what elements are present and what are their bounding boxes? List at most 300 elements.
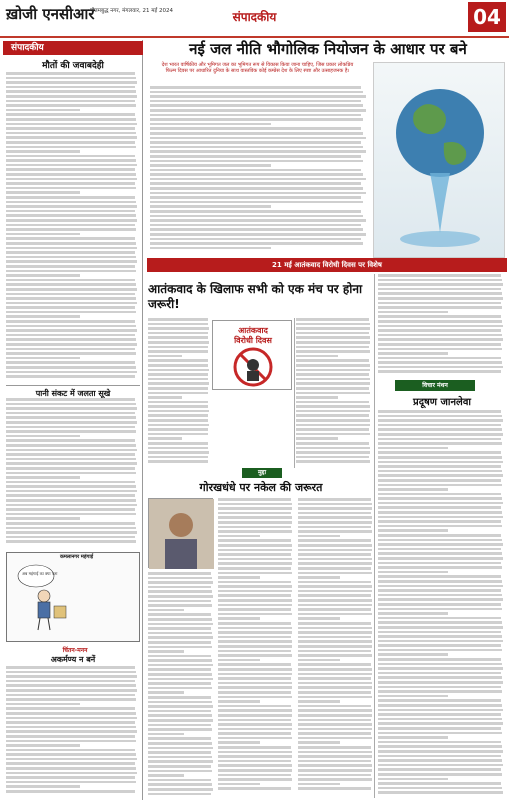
text-line — [148, 355, 182, 358]
text-line — [378, 699, 501, 702]
text-line — [218, 622, 291, 625]
text-line — [148, 332, 208, 335]
text-line — [6, 113, 135, 116]
text-line — [218, 567, 291, 570]
text-line — [298, 746, 371, 749]
text-line — [6, 173, 136, 176]
text-line — [218, 714, 292, 717]
text-line — [6, 462, 137, 465]
text-line — [148, 719, 213, 722]
text-line — [6, 527, 136, 530]
text-line — [378, 621, 502, 624]
right-column-body — [378, 274, 506, 376]
text-line — [378, 571, 448, 574]
text-line — [6, 762, 135, 765]
text-line — [6, 357, 80, 360]
text-line — [218, 673, 292, 676]
text-line — [298, 521, 372, 524]
text-line — [378, 419, 503, 422]
text-line — [6, 707, 135, 710]
text-line — [148, 609, 184, 612]
text-line — [378, 451, 501, 454]
text-line — [218, 677, 291, 680]
text-line — [298, 590, 372, 593]
page-number: 04 — [468, 2, 506, 32]
text-line — [298, 682, 372, 685]
text-line — [148, 369, 209, 372]
text-line — [378, 283, 503, 286]
text-line — [6, 146, 136, 149]
text-line — [148, 623, 213, 626]
text-line — [150, 109, 366, 112]
text-line — [150, 182, 361, 185]
text-line — [148, 632, 212, 635]
terror-headline: आतंकवाद के खिलाफ सभी को एक मंच पर होना जरूरी! — [148, 282, 363, 311]
text-line — [378, 686, 501, 689]
text-line — [150, 114, 361, 117]
text-line — [6, 407, 137, 410]
text-line — [378, 461, 503, 464]
text-line — [6, 270, 136, 273]
text-line — [378, 279, 502, 282]
text-line — [296, 364, 370, 367]
text-line — [218, 498, 291, 501]
text-line — [378, 690, 502, 693]
text-line — [218, 572, 292, 575]
text-line — [378, 334, 502, 337]
text-line — [378, 539, 502, 542]
text-line — [150, 164, 271, 167]
text-line — [218, 783, 260, 786]
text-line — [296, 369, 370, 372]
text-line — [6, 123, 137, 126]
text-line — [148, 636, 213, 639]
text-line — [148, 770, 212, 773]
text-line — [148, 600, 211, 603]
text-line — [378, 543, 503, 546]
text-line — [6, 449, 137, 452]
text-line — [6, 508, 135, 511]
text-line — [6, 426, 135, 429]
text-line — [6, 504, 137, 507]
text-line — [218, 691, 291, 694]
text-line — [150, 160, 363, 163]
second-headline: पानी संकट में जलता सूखे — [6, 385, 140, 399]
text-line — [148, 460, 208, 463]
text-line — [6, 772, 137, 775]
text-line — [296, 405, 370, 408]
text-line — [296, 410, 370, 413]
editorial-headline: मौतों की जवाबदेही — [42, 61, 104, 71]
text-line — [6, 412, 135, 415]
text-line — [296, 414, 369, 417]
earth-water-illustration — [373, 62, 505, 258]
text-line — [298, 562, 372, 565]
text-line — [378, 516, 503, 519]
text-line — [296, 373, 369, 376]
text-line — [378, 315, 501, 318]
text-line — [218, 709, 292, 712]
text-line — [298, 659, 340, 662]
text-line — [148, 428, 208, 431]
text-line — [6, 338, 136, 341]
text-line — [6, 666, 135, 669]
text-line — [6, 540, 136, 543]
text-line — [378, 274, 501, 277]
text-line — [6, 726, 136, 729]
text-line — [378, 598, 503, 601]
text-line — [6, 127, 135, 130]
text-line — [298, 627, 372, 630]
text-line — [298, 503, 372, 506]
text-line — [378, 415, 502, 418]
text-line — [6, 781, 136, 784]
text-line — [296, 378, 370, 381]
text-line — [6, 494, 135, 497]
text-line — [378, 676, 502, 679]
text-line — [6, 118, 136, 121]
section-title: संपादकीय — [232, 10, 277, 24]
text-line — [6, 361, 135, 364]
text-line — [378, 306, 502, 309]
text-line — [6, 740, 136, 743]
text-line — [6, 311, 136, 314]
text-line — [298, 650, 371, 653]
text-line — [148, 387, 208, 390]
text-line — [378, 292, 502, 295]
text-line — [6, 168, 135, 171]
text-line — [218, 723, 292, 726]
text-line — [218, 732, 291, 735]
text-line — [6, 730, 137, 733]
text-line — [148, 437, 182, 440]
text-line — [6, 712, 136, 715]
text-line — [6, 159, 136, 162]
mudda-body-b — [298, 498, 374, 796]
text-line — [218, 627, 292, 630]
text-line — [378, 511, 502, 514]
text-line — [378, 791, 503, 794]
text-line — [6, 279, 135, 282]
text-line — [6, 680, 135, 683]
text-line — [378, 580, 502, 583]
text-line — [378, 631, 501, 634]
text-line — [148, 595, 213, 598]
text-line — [298, 498, 371, 501]
text-line — [6, 671, 136, 674]
text-line — [378, 325, 503, 328]
text-line — [218, 585, 292, 588]
text-line — [378, 608, 502, 611]
text-line — [218, 539, 291, 542]
text-line — [378, 470, 502, 473]
text-line — [150, 224, 361, 227]
text-line — [218, 751, 292, 754]
text-line — [296, 323, 370, 326]
text-line — [296, 456, 369, 459]
mudda-body-c — [148, 572, 214, 798]
text-line — [6, 182, 135, 185]
text-line — [148, 747, 213, 750]
text-line — [298, 544, 372, 547]
text-line — [218, 700, 260, 703]
text-line — [148, 424, 209, 427]
text-line — [218, 617, 260, 620]
text-line — [298, 709, 372, 712]
text-line — [378, 348, 502, 351]
text-line — [378, 709, 503, 712]
text-line — [150, 132, 363, 135]
text-line — [218, 755, 292, 758]
text-line — [218, 613, 292, 616]
text-line — [148, 618, 212, 621]
text-line — [296, 318, 369, 321]
text-line — [6, 485, 136, 488]
text-line — [218, 507, 292, 510]
text-line — [148, 336, 208, 339]
text-line — [6, 735, 135, 738]
text-line — [378, 361, 502, 364]
text-line — [148, 364, 208, 367]
text-line — [378, 456, 502, 459]
text-line — [148, 419, 208, 422]
text-line — [6, 283, 136, 286]
text-line — [298, 751, 372, 754]
text-line — [378, 433, 503, 436]
chintan-label: चिंतन-मनन — [62, 647, 88, 654]
text-line — [148, 456, 208, 459]
text-line — [378, 722, 503, 725]
text-line — [378, 658, 501, 661]
text-line — [378, 681, 503, 684]
text-line — [378, 727, 501, 730]
third-headline: अकर्मण्य न बनें — [50, 655, 96, 664]
text-line — [6, 210, 135, 213]
text-line — [150, 141, 361, 144]
text-line — [378, 750, 503, 753]
text-line — [378, 755, 501, 758]
text-line — [298, 622, 371, 625]
text-line — [6, 403, 136, 406]
text-line — [218, 590, 292, 593]
text-line — [378, 575, 501, 578]
text-line — [218, 503, 292, 506]
text-line — [150, 210, 361, 213]
text-line — [6, 196, 135, 199]
text-line — [296, 460, 370, 463]
text-line — [378, 370, 501, 373]
text-line — [218, 553, 291, 556]
text-line — [218, 636, 291, 639]
text-line — [296, 396, 338, 399]
text-line — [296, 428, 369, 431]
text-line — [298, 677, 371, 680]
text-line — [298, 663, 371, 666]
text-line — [6, 297, 136, 300]
text-line — [6, 476, 80, 479]
text-line — [218, 526, 291, 529]
text-line — [6, 689, 137, 692]
text-line — [378, 741, 501, 744]
text-line — [148, 327, 209, 330]
text-line — [150, 201, 363, 204]
text-line — [6, 201, 136, 204]
text-line — [378, 713, 501, 716]
text-line — [298, 572, 372, 575]
text-line — [6, 104, 136, 107]
text-line — [150, 205, 271, 208]
text-line — [378, 585, 503, 588]
text-line — [298, 526, 371, 529]
text-line — [6, 517, 80, 520]
text-line — [148, 783, 212, 786]
text-line — [378, 562, 501, 565]
text-line — [6, 334, 135, 337]
text-line — [6, 536, 135, 539]
text-line — [148, 705, 213, 708]
text-line — [6, 164, 137, 167]
second-body — [6, 398, 140, 548]
earth-icon — [374, 63, 506, 259]
text-line — [218, 576, 260, 579]
text-line — [6, 72, 135, 75]
text-line — [218, 719, 291, 722]
text-line — [298, 741, 340, 744]
text-line — [6, 260, 137, 263]
text-line — [218, 728, 292, 731]
text-line — [378, 617, 501, 620]
text-line — [218, 746, 291, 749]
text-line — [148, 341, 209, 344]
text-line — [150, 146, 363, 149]
text-line — [378, 718, 502, 721]
text-line — [6, 398, 135, 401]
text-line — [218, 608, 291, 611]
text-line — [6, 343, 137, 346]
text-line — [218, 663, 291, 666]
text-line — [6, 790, 135, 793]
text-line — [6, 86, 135, 89]
text-line — [218, 558, 292, 561]
text-line — [218, 594, 291, 597]
text-line — [150, 242, 363, 245]
text-line — [298, 617, 340, 620]
text-line — [6, 274, 80, 277]
editorial-body — [6, 72, 140, 382]
text-line — [218, 774, 291, 777]
text-line — [148, 433, 208, 436]
text-line — [378, 732, 502, 735]
text-line — [298, 512, 371, 515]
text-line — [148, 664, 213, 667]
text-line — [378, 773, 502, 776]
text-line — [150, 123, 271, 126]
text-line — [378, 612, 448, 615]
text-line — [218, 631, 292, 634]
text-line — [298, 719, 371, 722]
left-section-label: संपादकीय — [3, 41, 143, 55]
text-line — [6, 109, 80, 112]
text-line — [378, 302, 501, 305]
text-line — [218, 654, 292, 657]
text-line — [6, 435, 80, 438]
text-line — [6, 247, 137, 250]
text-line — [298, 774, 371, 777]
text-line — [148, 687, 212, 690]
dateline: गौतमबुद्ध नगर, मंगलवार, 21 मई 2024 — [90, 8, 173, 14]
text-line — [378, 695, 448, 698]
text-line — [378, 672, 501, 675]
text-line — [148, 572, 211, 575]
text-line — [378, 474, 503, 477]
text-line — [6, 767, 136, 770]
text-line — [298, 760, 371, 763]
text-line — [150, 169, 361, 172]
text-line — [148, 678, 213, 681]
text-line — [218, 769, 292, 772]
text-line — [148, 410, 209, 413]
text-line — [378, 640, 503, 643]
column-divider — [294, 318, 295, 468]
text-line — [6, 675, 137, 678]
text-line — [298, 737, 372, 740]
text-line — [298, 654, 372, 657]
column-divider — [374, 274, 375, 798]
text-line — [378, 704, 502, 707]
text-line — [6, 444, 136, 447]
text-line — [218, 741, 260, 744]
text-line — [6, 531, 137, 534]
text-line — [378, 438, 501, 441]
text-line — [6, 325, 136, 328]
text-line — [298, 530, 372, 533]
text-line — [148, 646, 212, 649]
text-line — [296, 419, 370, 422]
text-line — [298, 691, 371, 694]
text-line — [296, 437, 338, 440]
text-line — [150, 192, 366, 195]
cartoon-figure — [14, 562, 74, 632]
text-line — [6, 453, 135, 456]
text-line — [6, 744, 80, 747]
text-line — [218, 686, 292, 689]
text-line — [218, 544, 292, 547]
text-line — [378, 759, 502, 762]
text-line — [218, 521, 292, 524]
text-line — [148, 577, 212, 580]
main-headline: नई जल नीति भौगोलिक नियोजन के आधार पर बने — [189, 40, 467, 58]
terror-body-left — [148, 318, 210, 468]
text-line — [6, 513, 136, 516]
text-line — [150, 86, 361, 89]
text-line — [296, 332, 369, 335]
text-line — [378, 520, 501, 523]
text-line — [6, 100, 135, 103]
text-line — [296, 433, 370, 436]
text-line — [6, 228, 136, 231]
text-line — [6, 155, 135, 158]
text-line — [378, 506, 501, 509]
text-line — [148, 378, 208, 381]
text-line — [298, 516, 372, 519]
text-line — [298, 668, 372, 671]
text-line — [218, 562, 292, 565]
text-line — [378, 589, 501, 592]
text-line — [378, 644, 501, 647]
text-line — [148, 742, 212, 745]
text-line — [148, 774, 184, 777]
text-line — [148, 728, 212, 731]
